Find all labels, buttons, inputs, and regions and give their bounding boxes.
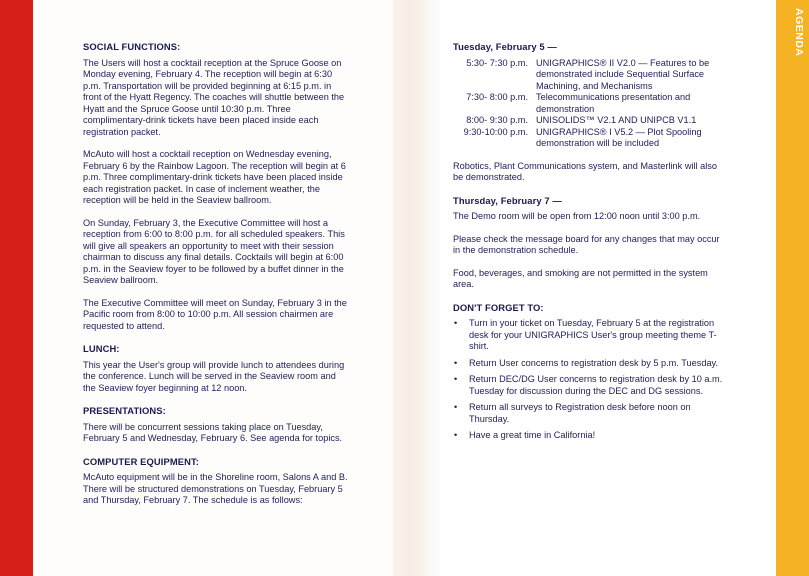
paragraph: The Executive Committee will meet on Sunday, February 3 in the Pacific room from 8:00 to 10:00 p.m. All session chairmen are requested to attend. xyxy=(83,297,347,331)
section-heading: COMPUTER EQUIPMENT: xyxy=(83,455,199,467)
section-heading: DON'T FORGET TO: xyxy=(453,301,544,313)
yellow-edge-band xyxy=(776,0,809,576)
bullet-icon: • xyxy=(454,318,458,328)
schedule-time: 5:30- 7:30 p.m. xyxy=(466,57,528,68)
list-item-text: Return User concerns to registration desk by 5 p.m. Tuesday. xyxy=(469,357,719,368)
paragraph: There will be concurrent sessions taking place on Tuesday, February 5 and Wednesday, February 6. See agenda for topics. xyxy=(83,421,343,443)
list-item xyxy=(453,402,728,425)
list-item-text: Turn in your ticket on Tuesday, February 5 at the registration desk for your UNIGRAPHICS User's group meeting theme T-shirt. xyxy=(469,318,717,351)
demo-schedule xyxy=(453,58,728,150)
day-heading: Tuesday, February 5 — xyxy=(453,41,557,52)
list-item xyxy=(453,374,728,397)
schedule-time: 7:30- 8:00 p.m. xyxy=(466,92,528,102)
agenda-side-tab: AGENDA xyxy=(793,8,805,57)
paragraph: Food, beverages, and smoking are not permitted in the system area. xyxy=(453,267,708,289)
paragraph: On Sunday, February 3, the Executive Committee will host a reception from 6:00 to 8:00 p.m. for all scheduled speakers. This will give all speakers an opportunity to meet with their session chairman to discuss any final details. Cocktails will begin at 6:00 p.m. in the Seaview foyer to be followed by a buffet dinner in the Seaview ballroom. xyxy=(83,217,345,285)
schedule-description: Telecommunications presentation and demonstration xyxy=(536,92,691,114)
list-item-text: Return all surveys to Registration desk before noon on Thursday. xyxy=(469,402,691,424)
schedule-description: UNIGRAPHICS® II V2.0 — Features to be demonstrated include Sequential Surface Machining, and Mechanisms xyxy=(536,57,710,91)
paragraph: The Users will host a cocktail reception at the Spruce Goose on Monday evening, February 4. The reception will begin at 6:30 p.m. Transportation will be provided beginning at 6:15 p.m. in front of the Hyatt Regency. The coaches will shuttle between the Hyatt and the Spruce Goose until 10:30 p.m. Three complimentary-drink tickets have been placed inside each registration packet. xyxy=(83,57,345,137)
schedule-row xyxy=(453,58,728,93)
social-functions-section xyxy=(83,41,351,332)
schedule-row xyxy=(453,115,728,127)
bullet-icon: • xyxy=(454,357,458,368)
paragraph: McAuto will host a cocktail reception on Wednesday evening, February 6 by the Rainbow Lagoon. The reception will begin at 6 p.m. Three complimentary-drink tickets have been placed inside each registration packet. In case of inclement weather, the reception will be held in the Seaview ballroom. xyxy=(83,149,346,205)
thursday-section xyxy=(453,195,728,291)
section-heading: SOCIAL FUNCTIONS: xyxy=(83,41,181,52)
presentations-section xyxy=(83,405,351,445)
paragraph: The Demo room will be open from 12:00 noon until 3:00 p.m. xyxy=(453,211,701,221)
list-item xyxy=(453,318,728,353)
red-edge-band xyxy=(0,0,33,576)
schedule-description: UNISOLIDS™ V2.1 AND UNIPCB V1.1 xyxy=(536,115,697,125)
tuesday-section xyxy=(453,41,728,184)
right-column xyxy=(453,41,728,447)
day-heading: Thursday, February 7 — xyxy=(453,194,562,206)
schedule-row xyxy=(453,127,728,150)
list-item xyxy=(453,430,728,442)
section-heading: PRESENTATIONS: xyxy=(83,405,166,416)
bullet-icon: • xyxy=(454,402,458,412)
paragraph: Please check the message board for any changes that may occur in the demonstration schedule. xyxy=(453,233,720,255)
paragraph: McAuto equipment will be in the Shoreline room, Salons A and B. There will be structured demonstrations on Tuesday, February 5 and Thursday, February 7. The schedule is as follows: xyxy=(83,472,348,505)
list-item-text: Return DEC/DG User concerns to registration desk by 10 a.m. Tuesday for discussion during the DEC and DG sessions. xyxy=(469,374,723,396)
schedule-description: UNIGRAPHICS® I V5.2 — Plot Spooling demonstration will be included xyxy=(536,126,702,148)
lunch-section xyxy=(83,343,351,394)
page-gutter xyxy=(393,0,443,576)
list-item xyxy=(453,358,728,370)
paragraph: This year the User's group will provide lunch to attendees during the conference. Lunch will be served in the Seaview room and the Seaview foyer beginning at 12 noon. xyxy=(83,359,345,393)
left-column xyxy=(83,41,351,518)
section-heading: LUNCH: xyxy=(83,343,120,354)
bullet-icon: • xyxy=(454,430,458,440)
bullet-icon: • xyxy=(454,374,458,384)
computer-equipment-section xyxy=(83,456,351,507)
paragraph: Robotics, Plant Communications system, and Masterlink will also be demonstrated. xyxy=(453,160,717,182)
schedule-row xyxy=(453,92,728,115)
schedule-time: 9:30-10:00 p.m. xyxy=(463,126,528,137)
reminder-list xyxy=(453,318,728,442)
schedule-time: 8:00- 9:30 p.m. xyxy=(466,115,528,125)
reminders-section xyxy=(453,302,728,442)
list-item-text: Have a great time in California! xyxy=(469,430,596,440)
